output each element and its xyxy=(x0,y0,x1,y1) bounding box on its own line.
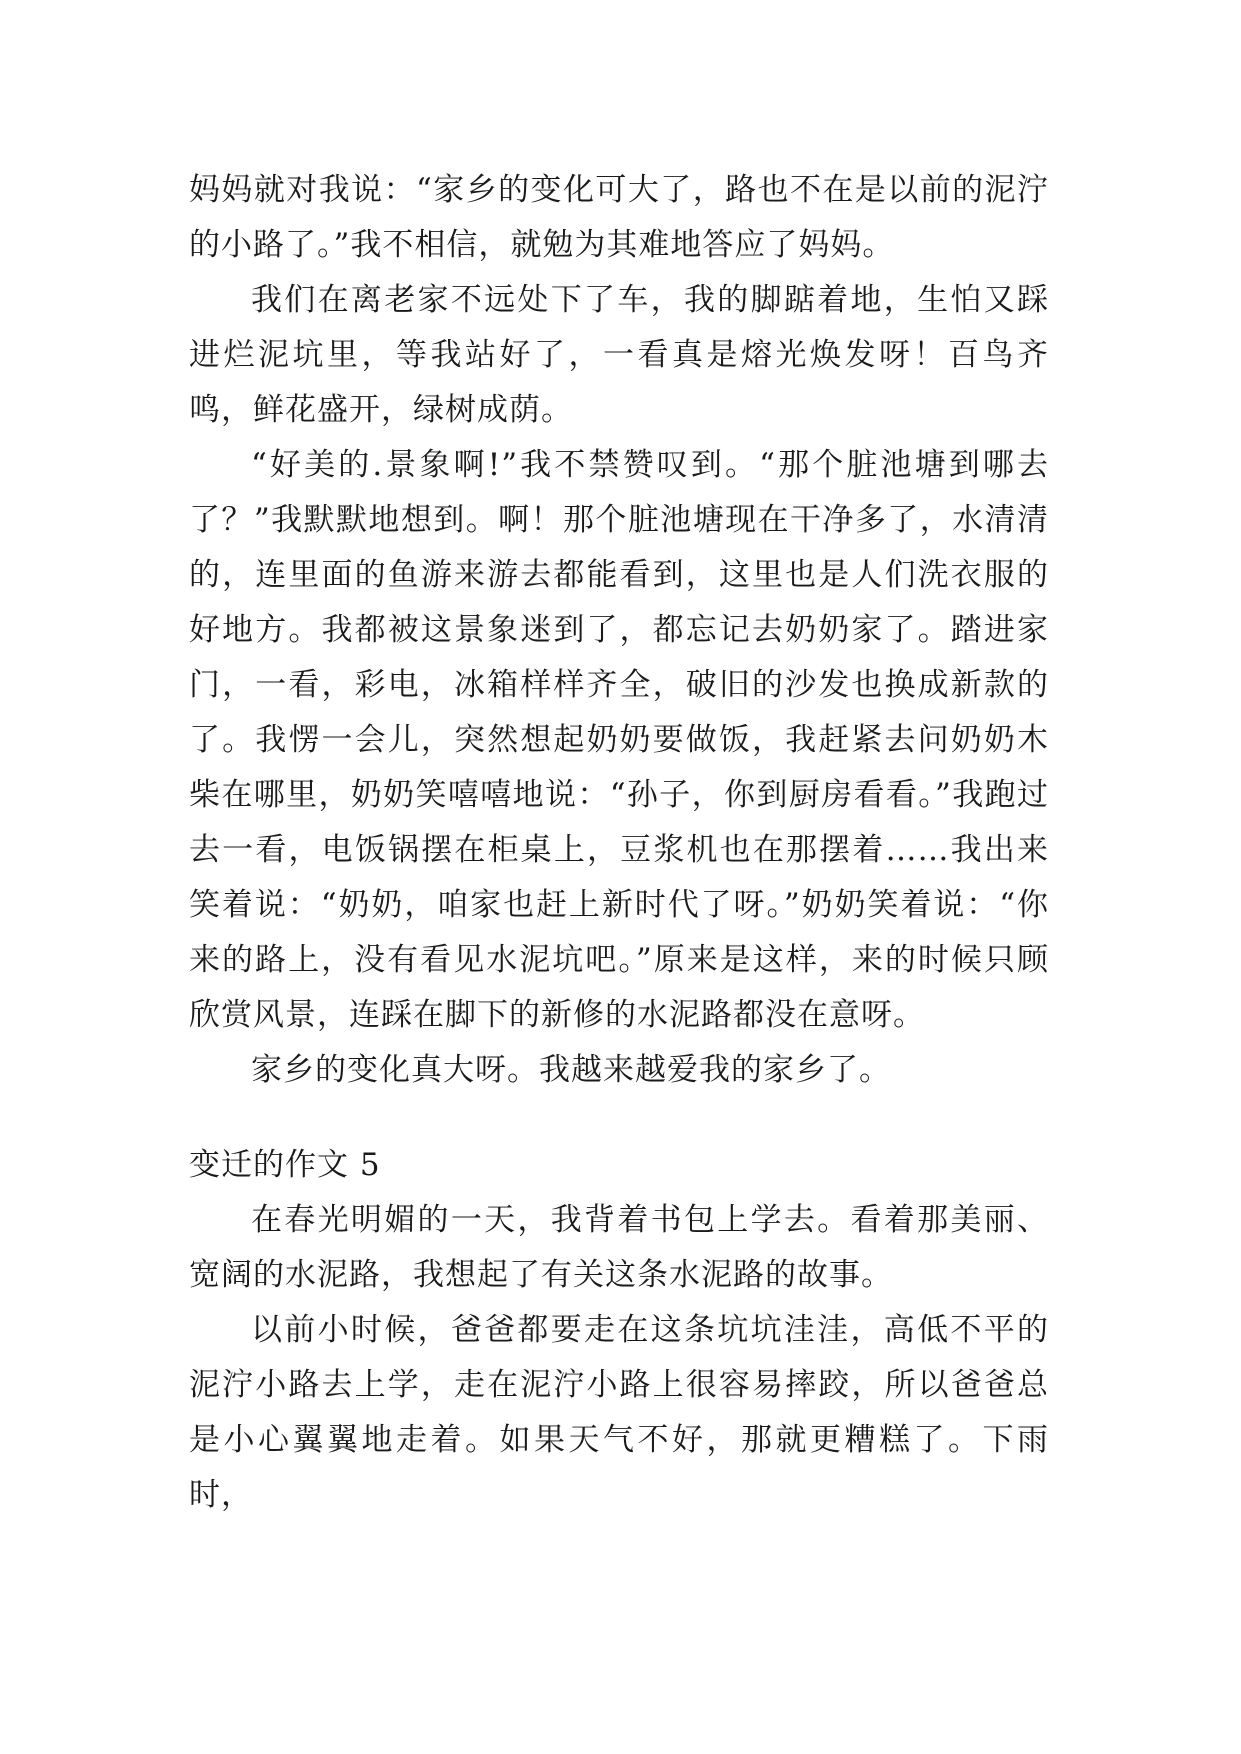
paragraph: 妈妈就对我说：“家乡的变化可大了，路也不在是以前的泥泞的小路了。”我不相信，就勉为其难地答应了妈妈。 xyxy=(189,172,1049,263)
paragraph: 在春光明媚的一天，我背着书包上学去。看着那美丽、宽阔的水泥路，我想起了有关这条水泥路的故事。 xyxy=(189,1202,1049,1293)
paragraph: 家乡的变化真大呀。我越来越爱我的家乡了。 xyxy=(251,1052,891,1088)
paragraph: 以前小时候，爸爸都要走在这条坑坑洼洼，高低不平的泥泞小路去上学，走在泥泞小路上很容易摔跤，所以爸爸总是小心翼翼地走着。如果天气不好，那就更糟糕了。下雨时， xyxy=(189,1312,1049,1513)
paragraph: “好美的.景象啊!”我不禁赞叹到。“那个脏池塘到哪去了？”我默默地想到。啊！那个脏池塘现在干净多了，水清清的，连里面的鱼游来游去都能看到，这里也是人们洗衣服的好地方。我都被这景象迷到了，都忘记去奶奶家了。踏进家门，一看，彩电，冰箱样样齐全，破旧的沙发也换成新款的了。我愣一会儿，突然想起奶奶要做饭，我赶紧去问奶奶木柴在哪里，奶奶笑嘻嘻地说：“孙子，你到厨房看看。”我跑过去一看，电饭锅摆在柜桌上，豆浆机也在那摆着……我出来笑着说：“奶奶，咱家也赶上新时代了呀。”奶奶笑着说：“你来的路上，没有看见水泥坑吧。”原来是这样，来的时候只顾欣赏风景，连踩在脚下的新修的水泥路都没在意呀。 xyxy=(189,447,1049,1033)
document-body xyxy=(189,163,1049,1523)
section-heading: 变迁的作文 5 xyxy=(189,1147,381,1183)
paragraph: 我们在离老家不远处下了车，我的脚踮着地，生怕又踩进烂泥坑里，等我站好了，一看真是熔光焕发呀！百鸟齐鸣，鲜花盛开，绿树成荫。 xyxy=(189,282,1049,428)
section-spacer xyxy=(189,1098,1049,1138)
